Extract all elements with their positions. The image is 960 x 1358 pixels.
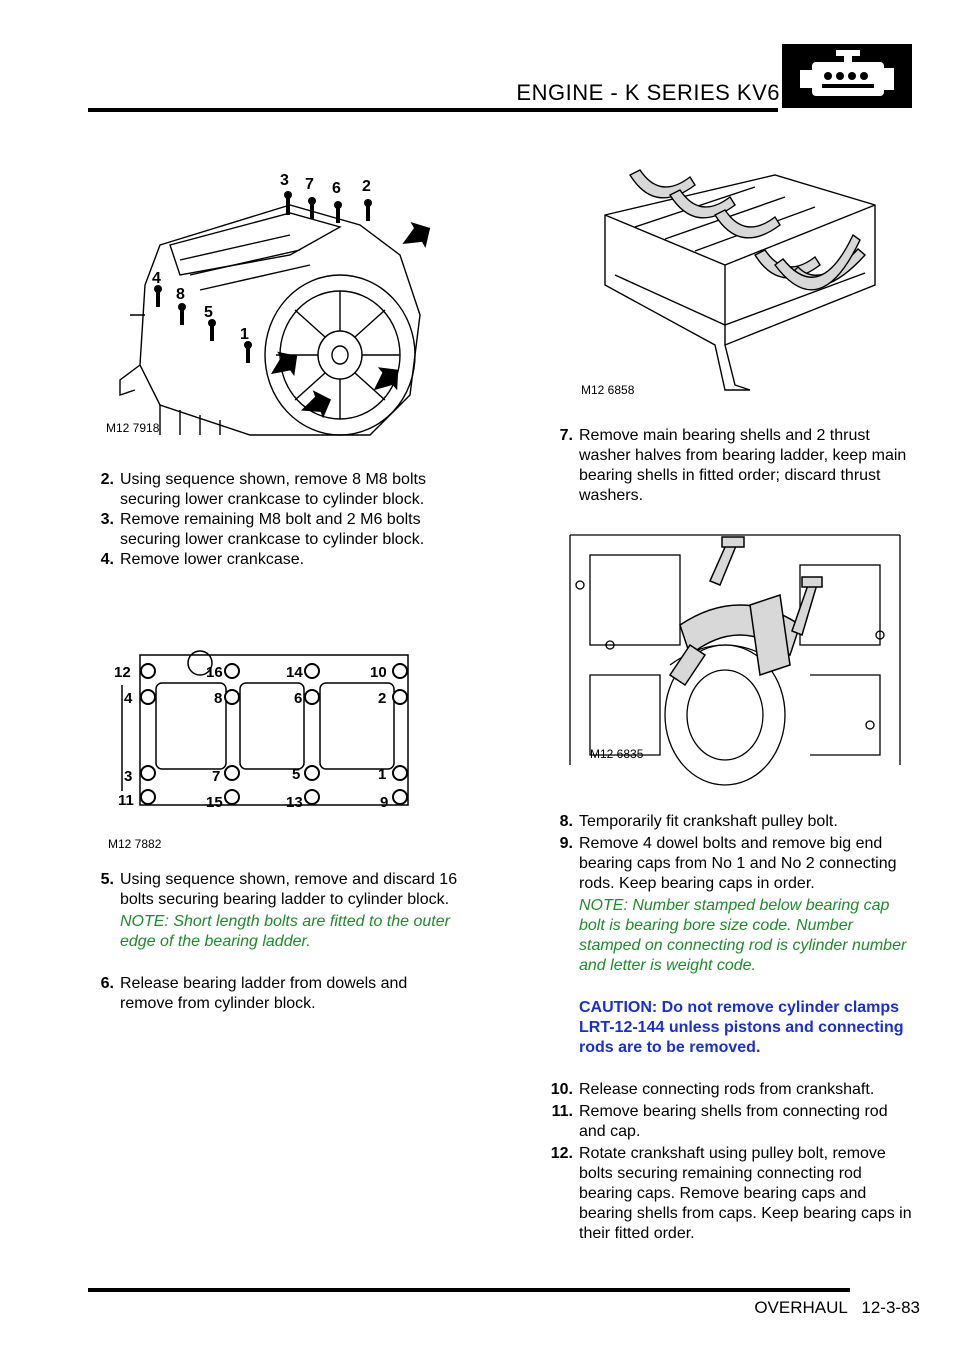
bolt-number: 4: [124, 690, 133, 707]
step-10: 10. Release connecting rods from crankshaft.: [550, 1081, 875, 1098]
bolt-number: 1: [240, 326, 249, 343]
bolt-number: 1: [378, 766, 387, 783]
bolt-number: 6: [332, 180, 341, 197]
step-11: 11. Remove bearing shells from connecting rod and cap.: [551, 1103, 888, 1140]
engine-icon: [782, 44, 912, 108]
figure-label: M12 6858: [581, 383, 635, 397]
bolt-number: 2: [362, 178, 371, 195]
bolt-number: 8: [214, 690, 223, 707]
figure-bearing-cap: [550, 525, 910, 790]
figure-label: M12 6835: [590, 747, 644, 761]
step-12: 12. Rotate crankshaft using pulley bolt, remove bolts securing remaining connecting rod bearing caps. Remove bearing caps and bearing shells from caps. Keep bearing caps in their fitted order.: [550, 1145, 912, 1242]
figure-lower-crankcase: [100, 165, 440, 440]
note-short-bolts: NOTE: Short length bolts are fitted to the outer edge of the bearing ladder.: [120, 913, 450, 950]
step-8: 8. Temporarily fit crankshaft pulley bolt.: [559, 813, 838, 830]
figure-label: M12 7882: [108, 837, 162, 851]
figure-bearing-ladder: [575, 155, 895, 400]
bolt-number: 10: [370, 664, 387, 681]
step-9: 9. Remove 4 dowel bolts and remove big end bearing caps from No 1 and No 2 connecting rods. Keep bearing caps in order.: [559, 835, 897, 892]
bolt-number: 14: [286, 664, 303, 681]
figure-label: M12 7918: [106, 421, 160, 435]
bolt-number: 7: [212, 768, 221, 785]
bolt-number: 7: [305, 176, 314, 193]
bolt-number: 9: [380, 794, 389, 811]
page-footer: OVERHAUL 12-3-83: [754, 1298, 920, 1317]
footer-rule: [88, 1288, 850, 1292]
bolt-number: 15: [206, 794, 223, 811]
header-rule: [88, 108, 778, 112]
bolt-number: 13: [286, 794, 303, 811]
step-2: 2. Using sequence shown, remove 8 M8 bolts securing lower crankcase to cylinder block.: [100, 471, 426, 508]
step-5: 5. Using sequence shown, remove and discard 16 bolts securing bearing ladder to cylinder block.: [100, 871, 458, 908]
bolt-number: 5: [204, 304, 213, 321]
bolt-number: 2: [378, 690, 387, 707]
step-3: 3. Remove remaining M8 bolt and 2 M6 bolts securing lower crankcase to cylinder block.: [100, 511, 425, 548]
bolt-number: 8: [176, 286, 185, 303]
step-7: 7. Remove main bearing shells and 2 thrust washer halves from bearing ladder, keep main bearing shells in fitted order; discard thrust washers.: [559, 427, 907, 504]
note-bearing-code: NOTE: Number stamped below bearing cap bolt is bearing bore size code. Number stamped on connecting rod is cylinder number and letter is weight code.: [579, 897, 907, 974]
page-title: ENGINE - K SERIES KV6: [516, 80, 780, 105]
bolt-number: 3: [280, 172, 289, 189]
bolt-number: 5: [292, 766, 301, 783]
figure-bolt-sequence: [100, 645, 430, 855]
bolt-number: 11: [118, 792, 134, 809]
bolt-number: 12: [114, 664, 131, 681]
caution-cylinder-clamps: CAUTION: Do not remove cylinder clamps LRT-12-144 unless pistons and connecting rods are to be removed.: [579, 999, 904, 1056]
bolt-number: 3: [124, 768, 133, 785]
bolt-number: 16: [206, 664, 223, 681]
bolt-number: 6: [294, 690, 303, 707]
step-4: 4. Remove lower crankcase.: [100, 551, 305, 568]
step-6: 6. Release bearing ladder from dowels and remove from cylinder block.: [100, 975, 408, 1012]
bolt-number: 4: [152, 270, 161, 287]
